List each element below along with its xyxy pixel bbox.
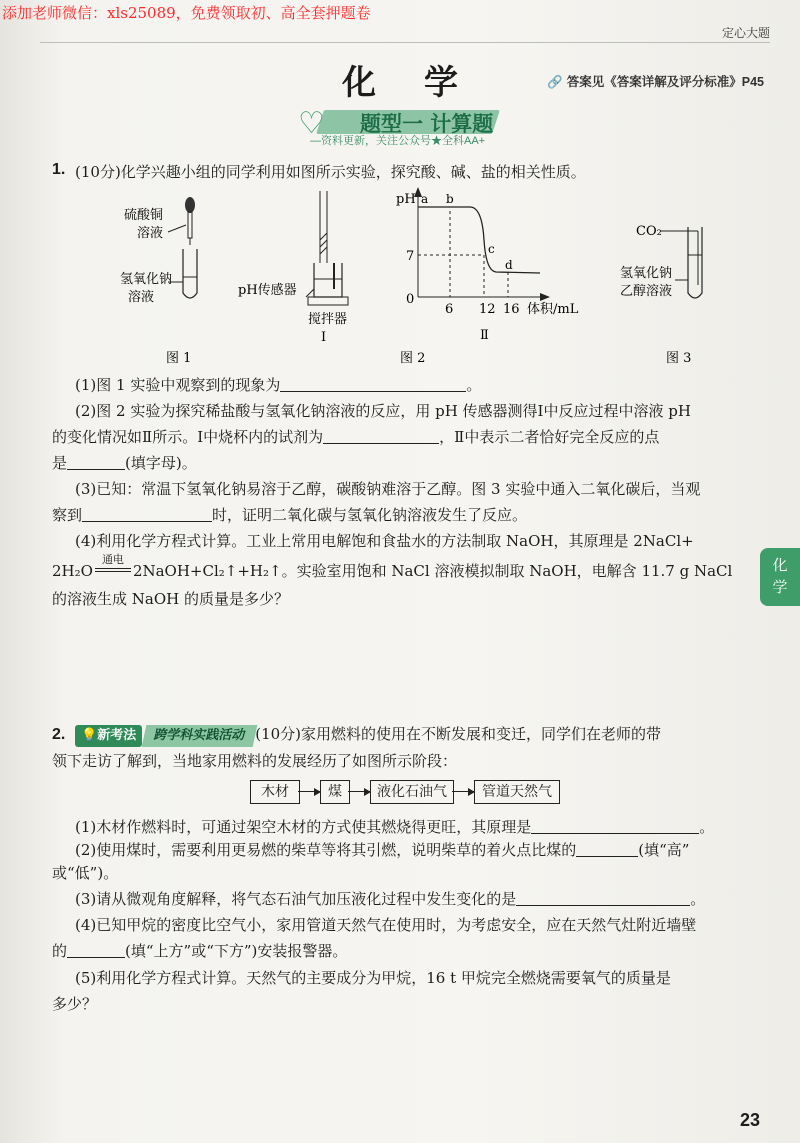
flow-box-natural-gas: 管道天然气 <box>474 780 560 804</box>
fig1-ph-sensor: pH传感器 <box>238 283 297 298</box>
fig3-solution-2: 乙醇溶液 <box>620 284 673 299</box>
q1-sub2-blank-reagent[interactable] <box>323 429 439 444</box>
q2-sub3 <box>75 889 705 909</box>
topic-badge: 跨学科实践活动 <box>142 725 258 747</box>
question-1-number: 1. <box>52 161 66 178</box>
q2-sub2-text-a: (2)使用煤时，需要利用更易燃的柴草等将其引燃，说明柴草的着火点比煤的 <box>75 841 577 859</box>
ph-origin: 0 <box>406 292 415 307</box>
q1-sub2-text-d: (填字母)。 <box>125 454 197 472</box>
ph-point-a: a <box>421 192 429 206</box>
flow-box-wood: 木材 <box>250 780 300 804</box>
q1-sub4-line3: 的溶液生成 NaOH 的质量是多少？ <box>52 590 289 608</box>
fig2-roman: Ⅱ <box>480 328 489 343</box>
x-axis-arrow-icon <box>540 293 550 301</box>
fig3-test-tube-icon <box>688 227 702 298</box>
answer-reference-text: 答案见《答案详解及评分标准》P45 <box>566 75 764 89</box>
ph-x-tick-6: 6 <box>445 302 454 317</box>
q1-sub1 <box>75 375 481 395</box>
question-2-stem <box>75 724 661 747</box>
side-tab-char-1: 化 <box>772 556 788 574</box>
question-1-figures <box>0 185 800 370</box>
q1-sub2-blank-point[interactable] <box>67 455 125 470</box>
fig1-reagent-top-2: 溶液 <box>137 226 164 241</box>
ph-x-label: 体积/mL <box>527 302 579 317</box>
fig1-reagent-bottom-1: 氢氧化钠 <box>120 272 173 287</box>
q2-sub1-end: 。 <box>699 818 715 836</box>
flow-arrow-icon <box>348 791 370 792</box>
q2-sub3-blank[interactable] <box>516 891 690 906</box>
q1-sub3-text-a: 察到 <box>52 506 83 524</box>
q1-sub4-line2 <box>52 553 733 581</box>
heart-icon: ♡ <box>298 106 325 141</box>
q2-sub4-text-b: (填“上方”或“下方”)安装报警器。 <box>125 942 348 960</box>
q1-sub1-text: (1)图 1 实验中观察到的现象为 <box>75 376 281 394</box>
beaker-setup-icon <box>306 191 348 305</box>
question-2-number: 2. <box>52 726 66 743</box>
q1-sub3-text-b: 时，证明二氧化碳与氢氧化钠溶液发生了反应。 <box>212 506 528 524</box>
q1-sub3-line1: (3)已知：常温下氢氧化钠易溶于乙醇，碳酸钠难溶于乙醇。图 3 实验中通入二氧化碳后，当观 <box>75 480 701 498</box>
q2-sub4-text-a: 的 <box>52 942 68 960</box>
question-2-stem-b: 领下走访了解到，当地家用燃料的发展经历了如图所示阶段： <box>52 752 458 770</box>
fig1-caption: 图 1 <box>166 351 192 366</box>
q1-sub2-line1: (2)图 2 实验为探究稀盐酸与氢氧化钠溶液的反应，用 pH 传感器测得Ⅰ中反应过程中溶液 pH <box>75 402 691 420</box>
link-icon: 🔗 <box>547 75 563 89</box>
q1-sub2-text-c: 是 <box>52 454 68 472</box>
q1-sub4-products: 2NaOH+Cl₂↑+H₂↑。实验室用饱和 NaCl 溶液模拟制取 NaOH，电解含 11.7 g NaCl <box>132 562 733 580</box>
q2-sub2-line2: 或“低”)。 <box>52 864 119 882</box>
header-divider <box>40 42 770 43</box>
q1-sub3-line2 <box>52 505 527 525</box>
flow-box-lpg: 液化石油气 <box>370 780 454 804</box>
fig2-caption: 图 2 <box>400 351 426 366</box>
figure-1 <box>120 191 348 366</box>
q1-sub2-text-b: ，Ⅱ中表示二者恰好完全反应的点 <box>439 428 660 446</box>
q1-sub3-blank[interactable] <box>82 507 212 522</box>
watermark-text: 添加老师微信：xls25089，免费领取初、高全套押题卷 <box>2 4 371 22</box>
q2-sub4-line1: (4)已知甲烷的密度比空气小，家用管道天然气在使用时，为考虑安全，应在天然气灶附近墙壁 <box>75 916 697 934</box>
question-2-stem-a: (10分)家用燃料的使用在不断发展和变迁，同学们在老师的带 <box>255 725 662 743</box>
q2-sub4-line2 <box>52 941 347 961</box>
reaction-condition-label: 通电 <box>101 553 124 566</box>
q1-sub1-blank[interactable] <box>280 377 466 392</box>
q2-sub5-line1: (5)利用化学方程式计算。天然气的主要成分为甲烷，16 t 甲烷完全燃烧需要氧气的质量是 <box>75 969 671 987</box>
section-banner <box>298 106 498 147</box>
ph-x-tick-16: 16 <box>503 302 520 317</box>
q2-sub1-text: (1)木材作燃料时，可通过架空木材的方式使其燃烧得更旺，其原理是 <box>75 818 532 836</box>
ph-point-d: d <box>505 258 513 272</box>
q2-sub1 <box>75 817 714 837</box>
q2-sub2-blank[interactable] <box>576 842 638 857</box>
fig1-stirrer: 搅拌器 <box>308 312 348 327</box>
q2-sub5-line2: 多少？ <box>52 995 98 1013</box>
q1-sub1-end: 。 <box>466 376 482 394</box>
reaction-condition <box>93 553 133 581</box>
subject-side-tab <box>760 548 800 606</box>
q1-sub2-text-a: 的变化情况如Ⅱ所示。Ⅰ中烧杯内的试剂为 <box>52 428 324 446</box>
fig3-solution-1: 氢氧化钠 <box>620 266 673 281</box>
fig1-reagent-bottom-2: 溶液 <box>128 290 155 305</box>
new-method-badge <box>75 725 142 747</box>
banner-title: 题型一 计算题 <box>360 112 494 136</box>
ph-point-b: b <box>446 192 454 206</box>
fig1-reagent-top-1: 硫酸铜 <box>124 208 164 223</box>
answer-reference <box>547 72 764 90</box>
q2-sub2-line1 <box>75 840 689 860</box>
q2-sub3-end: 。 <box>690 890 706 908</box>
side-tab-char-2: 学 <box>772 578 788 596</box>
q1-sub4-line1: (4)利用化学方程式计算。工业上常用电解饱和食盐水的方法制取 NaOH，其原理是 2NaCl+ <box>75 532 694 550</box>
new-method-badge-label: 新考法 <box>97 728 137 743</box>
q2-sub2-text-b: (填“高” <box>638 841 690 859</box>
q1-sub4-reactant: 2H₂O <box>52 562 93 580</box>
banner-subtitle: —资料更新，关注公众号★全科AA+ <box>310 135 486 147</box>
q2-sub3-text: (3)请从微观角度解释，将气态石油气加压液化过程中发生变化的是 <box>75 890 517 908</box>
fig3-caption: 图 3 <box>666 351 692 366</box>
q2-sub4-blank[interactable] <box>67 943 125 958</box>
dropper-icon <box>185 197 195 245</box>
ph-y-label: pH <box>396 192 416 207</box>
header-section-label: 定心大题 <box>721 26 770 40</box>
flow-arrow-icon <box>298 791 320 792</box>
fig1-roman: Ⅰ <box>321 330 327 345</box>
ph-curve <box>418 207 540 273</box>
ph-point-c: c <box>488 242 495 256</box>
question-1-stem: (10分)化学兴趣小组的同学利用如图所示实验，探究酸、碱、盐的相关性质。 <box>75 163 586 181</box>
figure-2-ph-chart <box>396 187 579 366</box>
q1-sub2-line3 <box>52 453 197 473</box>
page-title: 化学 <box>342 63 506 103</box>
fig3-gas: CO₂ <box>636 224 662 239</box>
flow-box-coal: 煤 <box>320 780 350 804</box>
flow-arrow-icon <box>452 791 474 792</box>
q1-sub2-line2 <box>52 427 659 447</box>
q2-sub1-blank[interactable] <box>531 819 699 834</box>
page-number: 23 <box>739 1110 760 1130</box>
bulb-icon: 💡 <box>81 728 98 743</box>
ph-y-tick-7: 7 <box>406 249 415 264</box>
ph-x-tick-12: 12 <box>479 302 496 317</box>
figure-3 <box>620 224 702 366</box>
test-tube-icon <box>183 249 197 298</box>
